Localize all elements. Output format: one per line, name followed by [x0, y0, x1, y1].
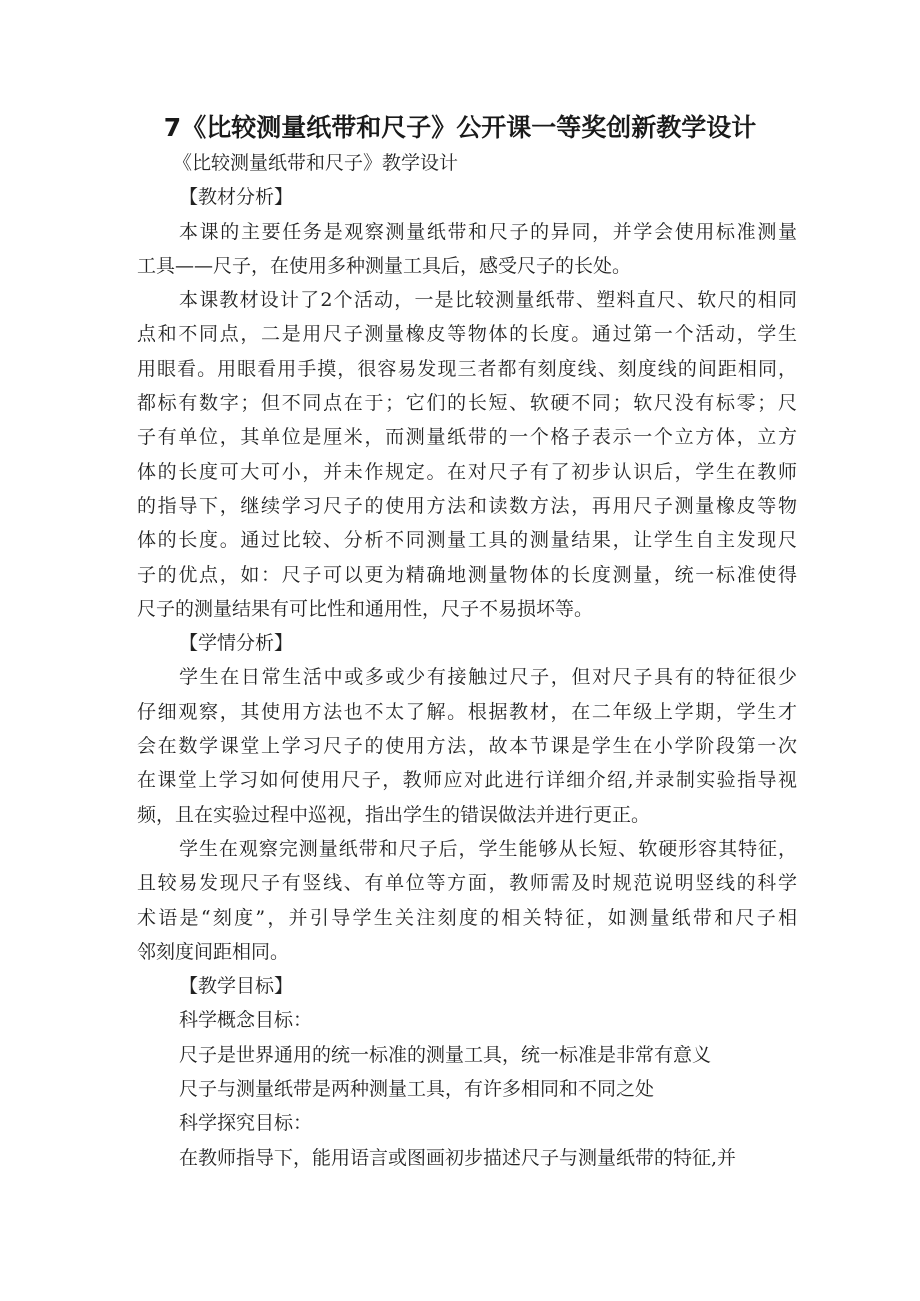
paragraph-line: 点和不同点，二是用尺子测量橡皮等物体的长度。通过第一个活动，学生	[137, 323, 797, 346]
section-heading-goals: 【教学目标】	[179, 975, 294, 998]
paragraph-line: 体的长度。通过比较、分析不同测量工具的测量结果，让学生自主发现尺	[137, 529, 797, 552]
paragraph-line: 体的长度可大可小，并未作规定。在对尺子有了初步认识后，学生在教师	[137, 460, 797, 483]
paragraph-line: 都标有数字；但不同点在于；它们的长短、软硬不同；软尺没有标零；尺	[137, 392, 797, 415]
concept-goal-label: 科学概念目标：	[179, 1009, 313, 1032]
paragraph-line: 仔细观察，其使用方法也不太了解。根据教材，在二年级上学期，学生才	[137, 700, 797, 723]
document-title: 7《比较测量纸带和尺子》公开课一等奖创新教学设计	[163, 113, 757, 142]
section-heading-learner: 【学情分析】	[179, 632, 294, 655]
paragraph-line: 学生在日常生活中或多或少有接触过尺子，但对尺子具有的特征很少	[179, 666, 797, 689]
paragraph-line: 术语是“刻度”，并引导学生关注刻度的相关特征，如测量纸带和尺子相	[137, 906, 797, 929]
paragraph-line: 用眼看。用眼看用手摸，很容易发现三者都有刻度线、刻度线的间距相同，	[137, 357, 797, 380]
paragraph-line: 的指导下，继续学习尺子的使用方法和读数方法，再用尺子测量橡皮等物	[137, 494, 797, 517]
paragraph-line: 尺子的测量结果有可比性和通用性，尺子不易损坏等。	[137, 597, 594, 620]
paragraph-line: 子的优点，如：尺子可以更为精确地测量物体的长度测量，统一标准使得	[137, 563, 797, 586]
paragraph-line: 会在数学课堂上学习尺子的使用方法，故本节课是学生在小学阶段第一次	[137, 735, 797, 758]
inquiry-goal-label: 科学探究目标：	[179, 1112, 313, 1135]
paragraph-line: 子有单位，其单位是厘米，而测量纸带的一个格子表示一个立方体，立方	[137, 426, 797, 449]
inquiry-goal-item: 在教师指导下，能用语言或图画初步描述尺子与测量纸带的特征,并	[179, 1146, 737, 1169]
paragraph-line: 在课堂上学习如何使用尺子，教师应对此进行详细介绍,并录制实验指导视	[137, 769, 797, 792]
paragraph-line: 且较易发现尺子有竖线、有单位等方面，教师需及时规范说明竖线的科学	[137, 872, 797, 895]
paragraph-line: 学生在观察完测量纸带和尺子后，学生能够从长短、软硬形容其特征，	[179, 837, 797, 860]
paragraph-line: 本课教材设计了2个活动，一是比较测量纸带、塑料直尺、软尺的相同	[179, 289, 797, 312]
section-heading-textbook: 【教材分析】	[179, 186, 294, 209]
concept-goal-item: 尺子与测量纸带是两种测量工具，有许多相同和不同之处	[179, 1078, 655, 1101]
paragraph-line: 本课的主要任务是观察测量纸带和尺子的异同，并学会使用标准测量	[179, 220, 797, 243]
paragraph-line: 频，且在实验过程中巡视，指出学生的错误做法并进行更正。	[137, 803, 651, 826]
document-body	[137, 146, 797, 1175]
paragraph-line: 工具——尺子，在使用多种测量工具后，感受尺子的长处。	[137, 254, 632, 277]
paragraph-line: 邻刻度间距相同。	[137, 940, 290, 963]
document-subtitle: 《比较测量纸带和尺子》教学设计	[173, 152, 459, 174]
concept-goal-item: 尺子是世界通用的统一标准的测量工具，统一标准是非常有意义	[179, 1043, 712, 1066]
